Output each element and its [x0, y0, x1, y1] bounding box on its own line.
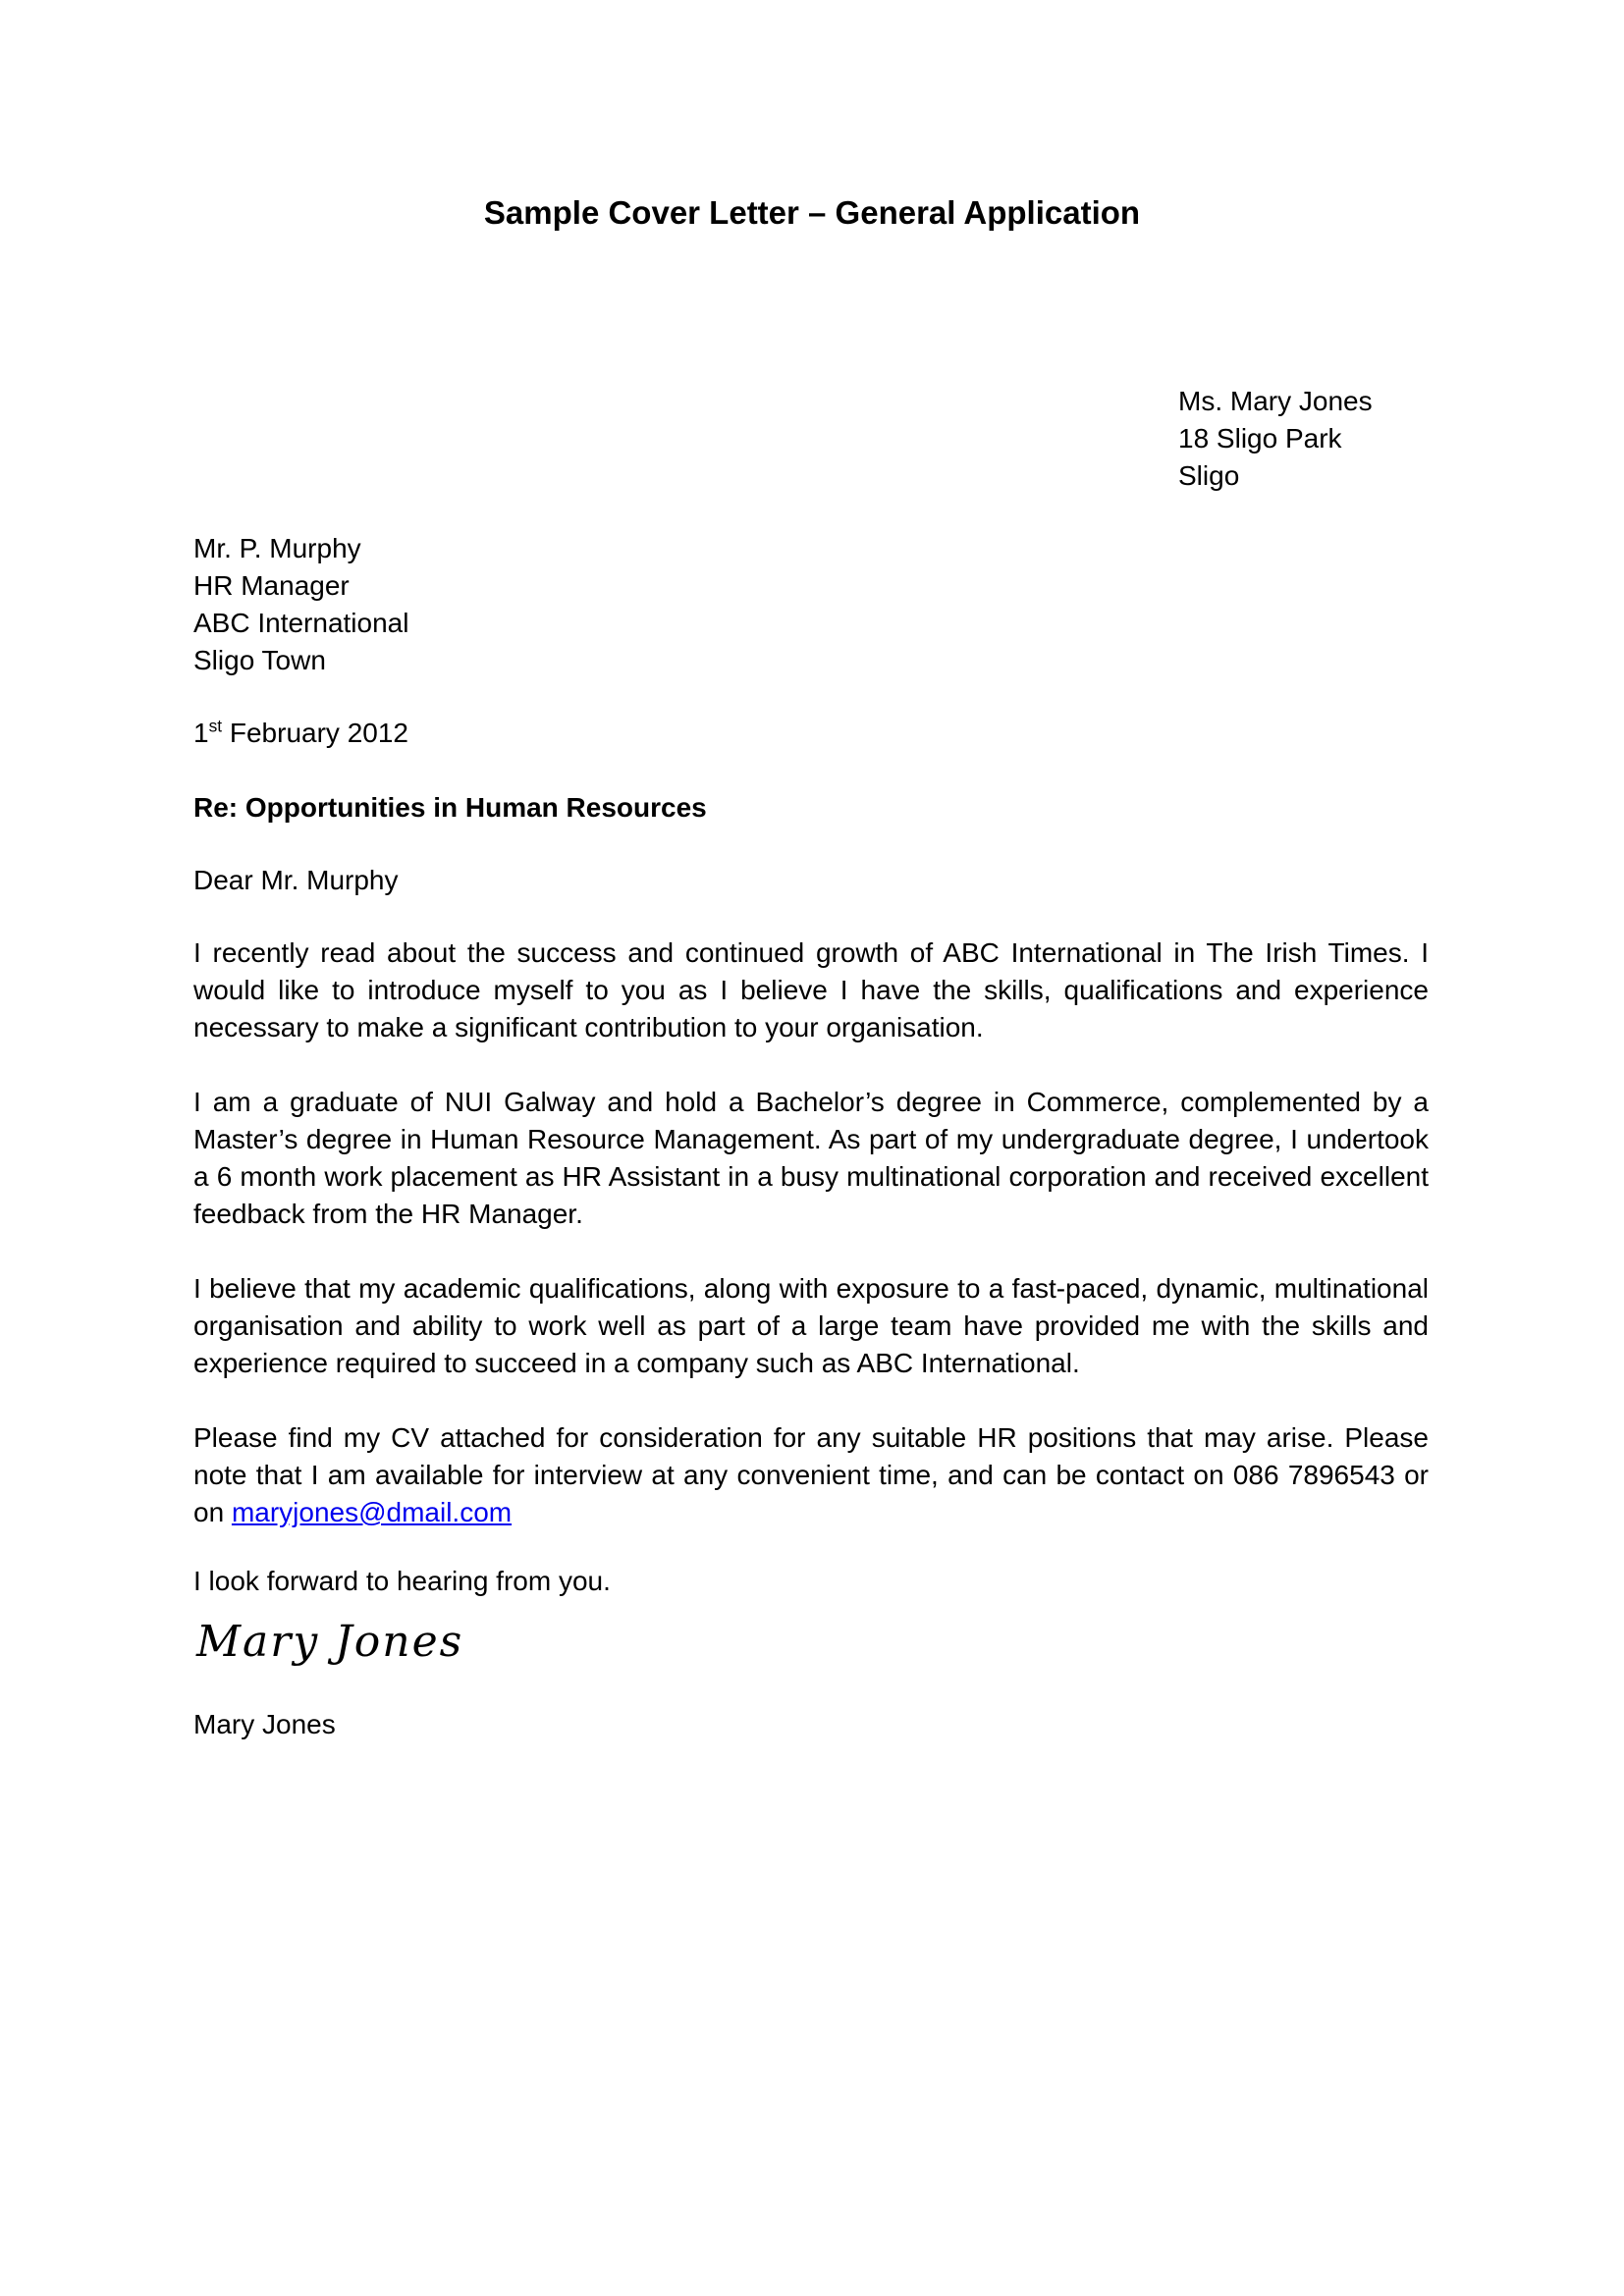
final-paragraph-text: Please find my CV attached for consideration for any suitable HR positions that may arise. Please note that I am available for interview at any convenient time, and can be contact on 086 7896543 or on — [193, 1422, 1429, 1527]
email-link[interactable]: maryjones@dmail.com — [231, 1497, 513, 1527]
sender-address-line: 18 Sligo Park — [1178, 423, 1342, 454]
document-title: Sample Cover Letter – General Application — [483, 194, 1141, 231]
recipient-address-line: HR Manager — [193, 570, 350, 601]
body-paragraph-1: I recently read about the success and continued growth of ABC International in The Irish Times. I would like to introduce myself to you as I believe I have the skills, qualifications and experience necessary to make a significant contribution to your organisation. — [193, 937, 1429, 1042]
recipient-address-line: Mr. P. Murphy — [193, 533, 361, 563]
subject-line: Re: Opportunities in Human Resources — [193, 792, 707, 823]
date-line — [193, 715, 408, 752]
body-paragraph-4 — [193, 1419, 1429, 1531]
recipient-address — [193, 530, 408, 679]
date-day: 1 — [193, 718, 209, 748]
body-paragraph-2: I am a graduate of NUI Galway and hold a Bachelor’s degree in Commerce, complemented by a Master’s degree in Human Resource Management. As part of my undergraduate degree, I undertook a 6 month work placement as HR Assistant in a busy multinational corporation and received excellent feedback from the HR Manager. — [193, 1087, 1429, 1229]
signature-typed-name: Mary Jones — [193, 1709, 336, 1739]
sender-address-line: Sligo — [1178, 460, 1240, 491]
sender-address — [1178, 383, 1373, 495]
body-paragraph-3: I believe that my academic qualifications, along with exposure to a fast-paced, dynamic, multinational organisation and ability to work well as part of a large team have provided me with the skills and experience required to succeed in a company such as ABC International. — [193, 1273, 1429, 1378]
salutation: Dear Mr. Murphy — [193, 865, 399, 895]
recipient-address-line: ABC International — [193, 608, 409, 638]
closing-line: I look forward to hearing from you. — [193, 1566, 611, 1596]
date-rest: February 2012 — [222, 718, 408, 748]
sender-address-line: Ms. Mary Jones — [1178, 386, 1373, 416]
date-ordinal: st — [208, 716, 223, 736]
signature-script: Mary Jones — [196, 1617, 464, 1667]
recipient-address-line: Sligo Town — [193, 645, 326, 675]
